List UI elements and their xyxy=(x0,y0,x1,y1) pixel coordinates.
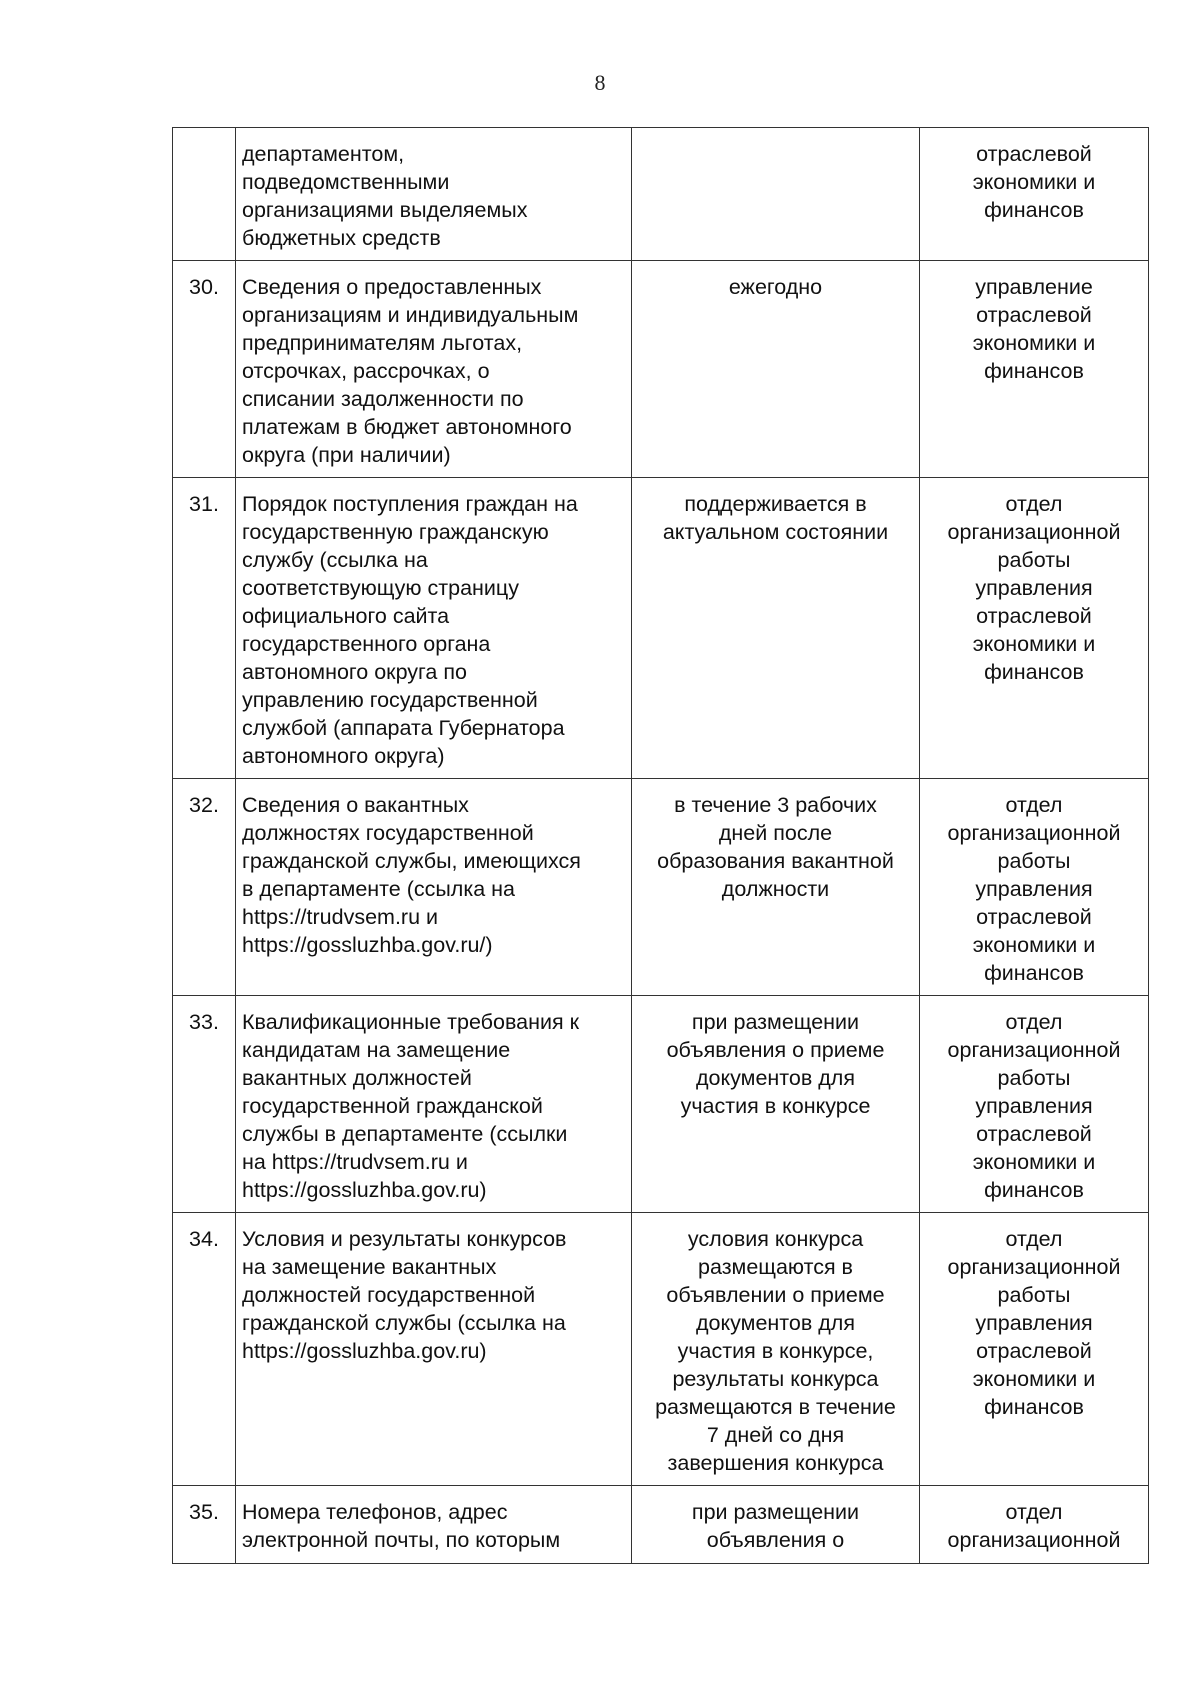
row-name: Сведения о вакантных должностях государственной гражданской службы, имеющихся в департаменте (ссылка на https://trudvsem.ru и https://gossluzhba.gov.ru/) xyxy=(236,779,632,996)
row-number: 32. xyxy=(173,779,236,996)
row-period xyxy=(632,128,920,261)
row-responsible: отраслевой экономики и финансов xyxy=(920,128,1149,261)
row-responsible: отдел организационной работы управления отраслевой экономики и финансов xyxy=(920,996,1149,1213)
row-number: 35. xyxy=(173,1486,236,1564)
table-row xyxy=(173,996,1149,1213)
table-row xyxy=(173,1486,1149,1564)
row-period: при размещении объявления о xyxy=(632,1486,920,1564)
row-number: 33. xyxy=(173,996,236,1213)
row-number: 31. xyxy=(173,478,236,779)
row-period: условия конкурса размещаются в объявлении о приеме документов для участия в конкурсе, результаты конкурса размещаются в течение 7 дней со дня завершения конкурса xyxy=(632,1213,920,1486)
row-name: Сведения о предоставленных организациям и индивидуальным предпринимателям льготах, отсрочках, рассрочках, о списании задолженности по платежам в бюджет автономного округа (при наличии) xyxy=(236,261,632,478)
row-responsible: отдел организационной xyxy=(920,1486,1149,1564)
row-responsible: отдел организационной работы управления отраслевой экономики и финансов xyxy=(920,1213,1149,1486)
row-period: поддерживается в актуальном состоянии xyxy=(632,478,920,779)
table-row xyxy=(173,779,1149,996)
table-row xyxy=(173,478,1149,779)
page-number: 8 xyxy=(594,70,606,95)
table-row xyxy=(173,1213,1149,1486)
row-name: Номера телефонов, адрес электронной почты, по которым xyxy=(236,1486,632,1564)
row-name: департаментом, подведомственными организациями выделяемых бюджетных средств xyxy=(236,128,632,261)
row-responsible: управление отраслевой экономики и финансов xyxy=(920,261,1149,478)
row-name: Условия и результаты конкурсов на замещение вакантных должностей государственной гражданской службы (ссылка на https://gossluzhba.gov.ru) xyxy=(236,1213,632,1486)
row-number: 34. xyxy=(173,1213,236,1486)
table-row xyxy=(173,128,1149,261)
row-number xyxy=(173,128,236,261)
row-number: 30. xyxy=(173,261,236,478)
row-responsible: отдел организационной работы управления отраслевой экономики и финансов xyxy=(920,779,1149,996)
row-name: Порядок поступления граждан на государственную гражданскую службу (ссылка на соответствующую страницу официального сайта государственного органа автономного округа по управлению государственной службой (аппарата Губернатора автономного округа) xyxy=(236,478,632,779)
information-table xyxy=(172,127,1149,1564)
table-row xyxy=(173,261,1149,478)
row-name: Квалификационные требования к кандидатам на замещение вакантных должностей государственной гражданской службы в департаменте (ссылки на https://trudvsem.ru и https://gossluzhba.gov.ru) xyxy=(236,996,632,1213)
row-period: при размещении объявления о приеме документов для участия в конкурсе xyxy=(632,996,920,1213)
row-period: ежегодно xyxy=(632,261,920,478)
row-responsible: отдел организационной работы управления отраслевой экономики и финансов xyxy=(920,478,1149,779)
row-period: в течение 3 рабочих дней после образования вакантной должности xyxy=(632,779,920,996)
